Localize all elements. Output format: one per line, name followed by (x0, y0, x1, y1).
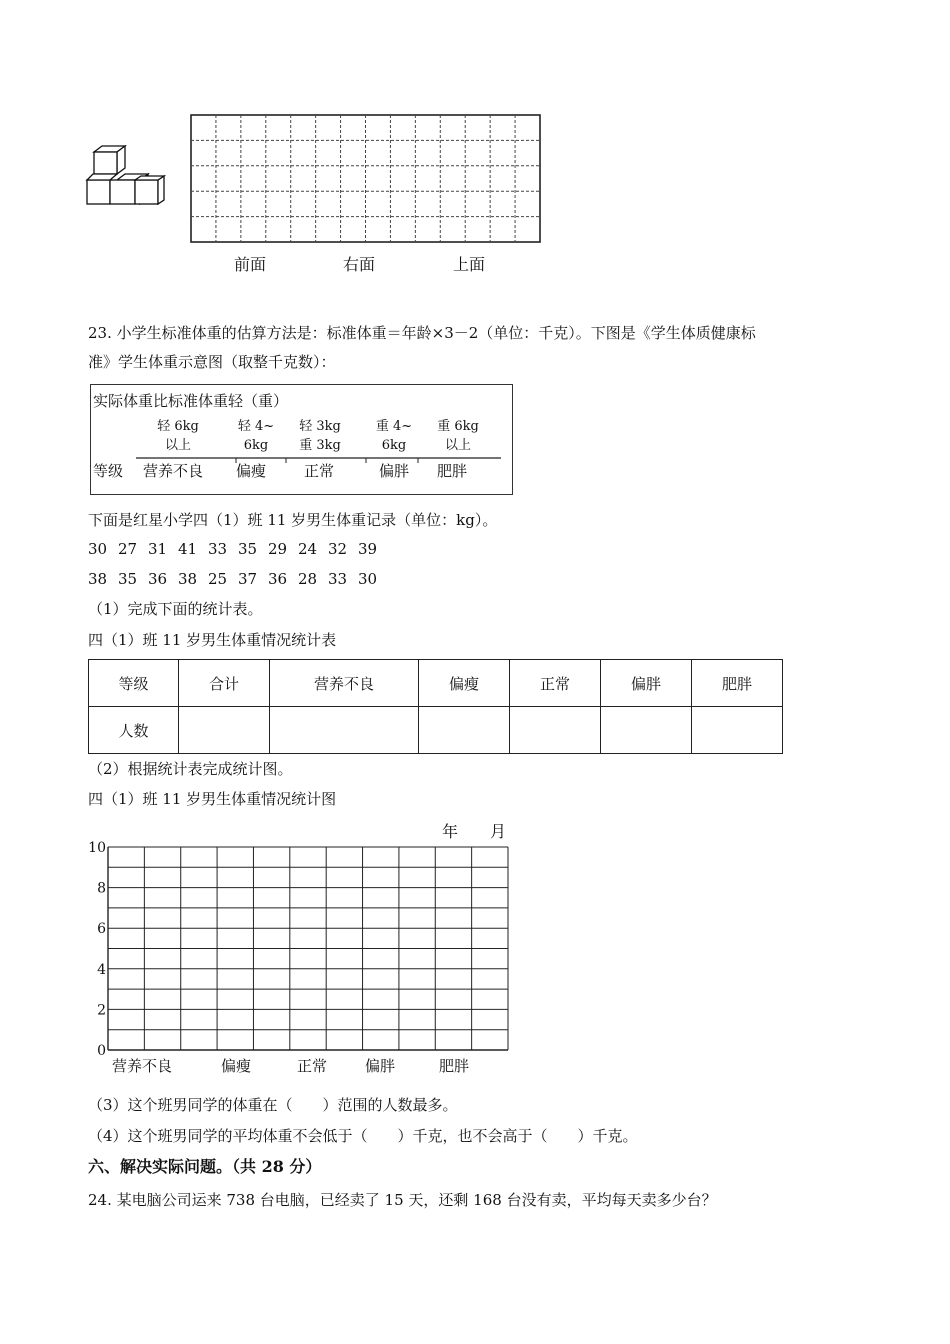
table-answer-cell[interactable] (510, 707, 601, 754)
legend-range: 轻 6kg (157, 419, 199, 434)
legend-ranges (136, 417, 506, 457)
y-tick-label: 2 (97, 1002, 106, 1019)
table-row (89, 707, 783, 754)
table-answer-cell[interactable] (419, 707, 510, 754)
legend-range: 轻 3kg (299, 419, 341, 434)
q23-part3: （3）这个班男同学的体重在（ ）范围的人数最多。 (88, 1096, 458, 1114)
table-answer-cell[interactable] (179, 707, 270, 754)
legend-grade: 偏瘦 (236, 462, 267, 480)
record-intro: 下面是红星小学四（1）班 11 岁男生体重记录（单位：kg）。 (88, 511, 498, 529)
table-answer-cell[interactable] (692, 707, 783, 754)
table-header-cell: 偏瘦 (419, 660, 510, 707)
q23-part4: （4）这个班男同学的平均体重不会低于（ ）千克，也不会高于（ ）千克。 (88, 1127, 638, 1145)
table-header-cell: 营养不良 (270, 660, 419, 707)
chart-date-label: 年 月 (442, 822, 507, 841)
q23-line1: 23. 小学生标准体重的估算方法是：标准体重＝年龄×3－2（单位：千克）。下图是《学生体质健康标 (88, 324, 756, 342)
weight-legend (90, 384, 513, 495)
x-category-label: 偏瘦 (220, 1057, 252, 1075)
table-header-cell: 正常 (510, 660, 601, 707)
stat-table (88, 659, 783, 754)
x-category-label: 营养不良 (111, 1057, 173, 1075)
q23-line2: 准》学生体重示意图（取整千克数）： (88, 353, 336, 371)
legend-range: 重 6kg (437, 419, 479, 434)
table-answer-cell[interactable] (601, 707, 692, 754)
table-header-cell: 肥胖 (692, 660, 783, 707)
view-label-top: 上面 (453, 255, 486, 274)
legend-title: 实际体重比标准体重轻（重） (93, 392, 289, 410)
q23-part2: （2）根据统计表完成统计图。 (88, 760, 293, 778)
view-label-right: 右面 (343, 255, 376, 274)
legend-grade: 肥胖 (437, 462, 468, 480)
y-tick-label: 8 (97, 880, 106, 897)
legend-grade: 偏胖 (379, 462, 410, 480)
legend-range-sub: 以上 (164, 438, 191, 453)
drawing-grid (190, 114, 542, 244)
legend-range-sub: 6kg (243, 438, 269, 453)
weights-row-1: 30 27 31 41 33 35 29 24 32 39 (88, 540, 378, 558)
x-category-label: 偏胖 (364, 1057, 396, 1075)
y-tick-label: 4 (97, 961, 106, 978)
y-tick-label: 0 (97, 1043, 106, 1059)
legend-grade: 营养不良 (143, 462, 204, 480)
legend-range: 重 4~ (375, 419, 413, 434)
table-title: 四（1）班 11 岁男生体重情况统计表 (88, 631, 337, 649)
table-header-row (89, 660, 783, 707)
view-label-front: 前面 (234, 255, 267, 274)
cube-figure (84, 143, 166, 209)
x-category-label: 肥胖 (438, 1057, 470, 1075)
x-category-label: 正常 (296, 1057, 328, 1075)
table-row-label: 人数 (89, 707, 179, 754)
q24-text: 24. 某电脑公司运来 738 台电脑，已经卖了 15 天，还剩 168 台没有卖，平均每天卖多少台？ (88, 1191, 717, 1209)
legend-range: 轻 4~ (237, 419, 275, 434)
weights-row-2: 38 35 36 38 25 37 36 28 33 30 (88, 570, 378, 588)
y-tick-label: 6 (97, 921, 106, 938)
table-header-cell: 等级 (89, 660, 179, 707)
table-answer-cell[interactable] (270, 707, 419, 754)
legend-grade: 正常 (304, 462, 335, 480)
table-header-cell: 偏胖 (601, 660, 692, 707)
legend-range-sub: 以上 (444, 438, 471, 453)
legend-grade-label: 等级 (93, 462, 124, 480)
legend-range-sub: 6kg (381, 438, 407, 453)
table-header-cell: 合计 (179, 660, 270, 707)
section-heading: 六、解决实际问题。（共 28 分） (88, 1157, 322, 1176)
q23-part1: （1）完成下面的统计表。 (88, 600, 263, 618)
legend-range-sub: 重 3kg (299, 438, 341, 453)
bar-chart (84, 815, 534, 1080)
y-tick-label: 10 (88, 840, 106, 856)
chart-title: 四（1）班 11 岁男生体重情况统计图 (88, 790, 337, 808)
